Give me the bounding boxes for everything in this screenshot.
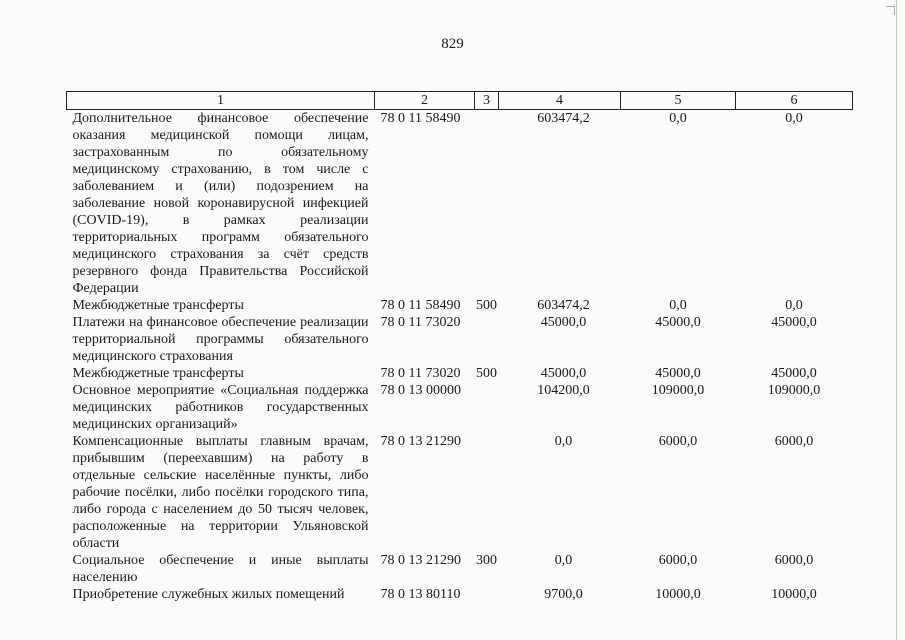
row-value-col5: 109000,0: [651, 383, 705, 398]
header-col-2: 2: [375, 92, 475, 110]
row-type: 300: [476, 553, 497, 568]
row-value-col5: 6000,0: [658, 434, 698, 449]
table-row: [67, 433, 853, 552]
table-row: [67, 552, 853, 586]
budget-table-container: [66, 91, 852, 603]
table-row: [67, 382, 853, 433]
table-row: [67, 297, 853, 314]
row-value-col5: 6000,0: [658, 553, 698, 568]
row-value-col4: 603474,2: [537, 111, 590, 126]
row-value-col5: 45000,0: [655, 366, 701, 381]
row-type: [475, 314, 499, 365]
row-type: 500: [476, 366, 497, 381]
row-value-col4: 45000,0: [540, 315, 587, 330]
row-value-col4: 9700,0: [544, 587, 583, 602]
row-type: [475, 433, 499, 552]
row-value-col4: 0,0: [554, 434, 573, 449]
table-row: [67, 365, 853, 382]
row-value-col5: 45000,0: [655, 315, 701, 330]
row-type: [475, 110, 499, 298]
scan-edge: [896, 0, 897, 640]
row-code: 78 0 11 73020: [380, 315, 461, 330]
row-code: 78 0 11 58490: [380, 298, 461, 313]
row-name: Приобретение служебных жилых помещений: [72, 587, 345, 602]
scan-corner-mark: [886, 6, 895, 15]
row-value-col6: 0,0: [785, 298, 803, 313]
row-value-col4: 45000,0: [540, 366, 587, 381]
row-type: [475, 586, 499, 603]
row-value-col5: 10000,0: [655, 587, 701, 602]
row-name: Платежи на финансовое обеспечение реализации территориальной программы обязательного медицинского страхования: [72, 315, 369, 364]
table-row: [67, 586, 853, 603]
row-code: 78 0 13 21290: [380, 553, 461, 568]
row-value-col4: 0,0: [554, 553, 573, 568]
header-col-5: 5: [621, 92, 736, 110]
row-value-col6: 109000,0: [767, 383, 821, 398]
header-col-4: 4: [499, 92, 621, 110]
row-code: 78 0 13 80110: [380, 587, 461, 602]
row-value-col6: 10000,0: [771, 587, 817, 602]
row-value-col4: 603474,2: [537, 298, 590, 313]
header-col-3: 3: [475, 92, 499, 110]
budget-table: [66, 91, 853, 603]
row-code: 78 0 11 58490: [380, 111, 461, 126]
row-code: 78 0 13 00000: [380, 383, 461, 398]
row-value-col6: 6000,0: [774, 434, 814, 449]
table-header-row: [67, 92, 853, 110]
row-value-col5: 0,0: [669, 111, 687, 126]
row-value-col6: 0,0: [785, 111, 803, 126]
row-name: Межбюджетные трансферты: [72, 366, 244, 381]
table-row: [67, 314, 853, 365]
row-name: Межбюджетные трансферты: [72, 298, 244, 313]
row-name: Основное мероприятие «Социальная поддержка медицинских работников государственных медицинских организаций»: [72, 383, 369, 432]
row-code: 78 0 11 73020: [380, 366, 461, 381]
page-number: 829: [441, 36, 464, 52]
row-value-col6: 45000,0: [771, 315, 817, 330]
row-value-col6: 6000,0: [774, 553, 814, 568]
row-value-col5: 0,0: [669, 298, 687, 313]
row-code: 78 0 13 21290: [380, 434, 461, 449]
row-name: Социальное обеспечение и иные выплаты населению: [72, 553, 369, 585]
row-name: Компенсационные выплаты главным врачам, прибывшим (переехавшим) на работу в отдельные сельские населённые пункты, либо рабочие посёлки, либо посёлки городского типа, либо города с населением до 50 тысяч человек, расположенные на территории Ульяновской области: [72, 434, 369, 551]
table-row: [67, 110, 853, 298]
header-col-1: 1: [67, 92, 375, 110]
row-type: [475, 382, 499, 433]
row-name: Дополнительное финансовое обеспечение оказания медицинской помощи лицам, застрахованным по обязательному медицинскому страхованию, в том числе с заболеванием и (или) подозрением на заболевание новой коронавирусной инфекцией (COVID-19), в рамках реализации территориальных программ обязательного медицинского страхования за счёт средств резервного фонда Правительства Российской Федерации: [72, 111, 369, 296]
row-value-col6: 45000,0: [771, 366, 817, 381]
row-type: 500: [476, 298, 497, 313]
row-value-col4: 104200,0: [537, 383, 590, 398]
header-col-6: 6: [736, 92, 853, 110]
